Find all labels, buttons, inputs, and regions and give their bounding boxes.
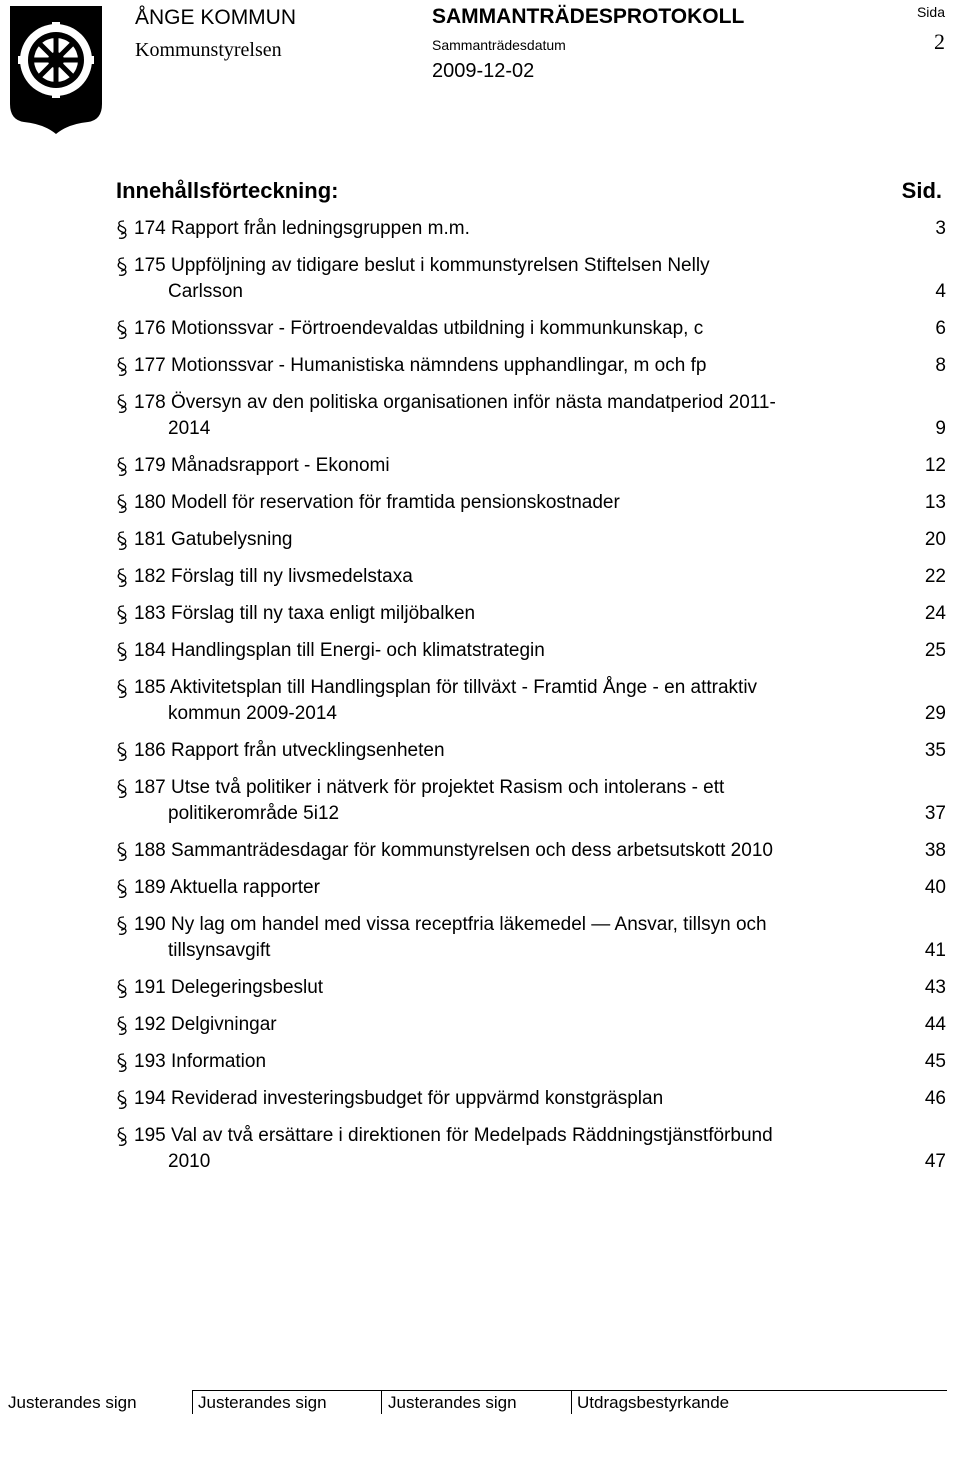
toc-entry-page: 46	[924, 1088, 946, 1109]
toc-heading: Innehållsförteckning:	[116, 178, 339, 203]
toc-entry-title: 179 Månadsrapport - Ekonomi	[134, 455, 390, 476]
page-number: 2	[934, 29, 945, 54]
footer-divider	[192, 1390, 947, 1391]
toc-entry-title: 193 Information	[134, 1051, 267, 1072]
section-sign-icon	[116, 394, 128, 413]
toc-entry	[116, 912, 946, 964]
toc-entry	[116, 738, 946, 764]
section-sign-icon	[116, 357, 128, 376]
toc-entry-title: 191 Delegeringsbeslut	[134, 977, 324, 998]
toc-entry-title: 177 Motionssvar - Humanistiska nämndens upphandlingar, m och fp	[134, 355, 707, 376]
footer-sign-3: Justerandes sign	[388, 1393, 517, 1412]
section-sign-icon	[116, 257, 128, 276]
section-sign-icon	[116, 531, 128, 550]
section-sign-icon	[116, 568, 128, 587]
section-sign-icon	[116, 642, 128, 661]
section-sign-icon	[116, 1127, 128, 1146]
section-sign-icon	[116, 779, 128, 798]
toc-page-column-heading: Sid.	[901, 178, 942, 203]
page-indicator	[917, 4, 945, 55]
toc-entry	[116, 316, 946, 342]
section-sign-icon	[116, 605, 128, 624]
section-sign-icon	[116, 1090, 128, 1109]
table-of-contents	[0, 216, 960, 1186]
toc-entry	[116, 775, 946, 827]
toc-entry-title: 192 Delgivningar	[134, 1014, 277, 1035]
toc-entry-title-continued: 2010	[168, 1151, 211, 1172]
toc-entry-page: 12	[924, 455, 946, 476]
toc-entry	[116, 453, 946, 479]
toc-entry	[116, 1049, 946, 1075]
toc-entry-page: 45	[924, 1051, 946, 1072]
toc-entry-title-continued: tillsynsavgift	[168, 940, 271, 961]
toc-entry	[116, 564, 946, 590]
section-sign-icon	[116, 1053, 128, 1072]
toc-entry-title: 176 Motionssvar - Förtroendevaldas utbildning i kommunkunskap, c	[134, 318, 704, 339]
toc-entry	[116, 838, 946, 864]
organization-block	[135, 6, 296, 62]
toc-entry-title: 184 Handlingsplan till Energi- och klimatstrategin	[134, 640, 545, 661]
section-sign-icon	[116, 1016, 128, 1035]
footer-separator	[381, 1390, 382, 1414]
toc-entry	[116, 1123, 946, 1175]
toc-entry	[116, 527, 946, 553]
toc-entry-title-continued: politikerområde 5i12	[168, 803, 340, 824]
toc-entry-title: 175 Uppföljning av tidigare beslut i kommunstyrelsen Stiftelsen Nelly	[134, 255, 710, 276]
section-sign-icon	[116, 457, 128, 476]
section-sign-icon	[116, 220, 128, 239]
toc-entry-page: 13	[924, 492, 946, 513]
toc-entry-page: 6	[935, 318, 946, 339]
toc-entry-page: 3	[935, 218, 946, 239]
toc-entry-title: 178 Översyn av den politiska organisationen inför nästa mandatperiod 2011-	[134, 392, 776, 413]
toc-entry	[116, 1012, 946, 1038]
toc-entry-page: 20	[924, 529, 946, 550]
toc-entry-page: 9	[935, 418, 946, 439]
section-sign-icon	[116, 916, 128, 935]
section-sign-icon	[116, 494, 128, 513]
toc-entry-title: 190 Ny lag om handel med vissa receptfria läkemedel — Ansvar, tillsyn och	[134, 914, 767, 935]
toc-entry	[116, 490, 946, 516]
toc-entry	[116, 253, 946, 305]
protocol-header	[432, 4, 744, 83]
toc-entry	[116, 390, 946, 442]
section-sign-icon	[116, 679, 128, 698]
toc-entry-title: 182 Förslag till ny livsmedelstaxa	[134, 566, 413, 587]
toc-entry-page: 41	[924, 940, 946, 961]
municipal-crest-logo	[8, 4, 104, 136]
page-label: Sida	[916, 4, 945, 20]
toc-entry-page: 22	[924, 566, 946, 587]
toc-entry-title-continued: kommun 2009-2014	[168, 703, 337, 724]
meeting-date: 2009-12-02	[432, 60, 535, 82]
toc-entry-title: 195 Val av två ersättare i direktionen för Medelpads Räddningstjänstförbund	[134, 1125, 773, 1146]
meeting-date-label: Sammanträdesdatum	[432, 37, 566, 53]
toc-entry	[116, 353, 946, 379]
toc-entry-page: 8	[935, 355, 946, 376]
toc-entry-title: 187 Utse två politiker i nätverk för projektet Rasism och intolerans - ett	[134, 777, 725, 798]
footer-certification: Utdragsbestyrkande	[577, 1393, 730, 1412]
toc-entry-title: 180 Modell för reservation för framtida pensionskostnader	[134, 492, 620, 513]
section-sign-icon	[116, 879, 128, 898]
toc-entry	[116, 1086, 946, 1112]
toc-entry-title: 186 Rapport från utvecklingsenheten	[134, 740, 445, 761]
footer-separator	[571, 1390, 572, 1414]
toc-entry-page: 37	[924, 803, 946, 824]
toc-entry-page: 43	[924, 977, 946, 998]
toc-entry-title: 189 Aktuella rapporter	[134, 877, 320, 898]
document-title: SAMMANTRÄDESPROTOKOLL	[432, 5, 745, 28]
toc-entry-page: 40	[924, 877, 946, 898]
toc-entry-page: 35	[924, 740, 946, 761]
toc-entry-page: 47	[924, 1151, 946, 1172]
toc-entry-page: 25	[924, 640, 946, 661]
section-sign-icon	[116, 320, 128, 339]
toc-entry-title: 174 Rapport från ledningsgruppen m.m.	[134, 218, 470, 239]
toc-entry-title: 181 Gatubelysning	[134, 529, 293, 550]
toc-entry	[116, 675, 946, 727]
toc-entry-page: 29	[924, 703, 946, 724]
footer-sign-1: Justerandes sign	[8, 1393, 137, 1412]
toc-entry-page: 44	[924, 1014, 946, 1035]
toc-entry	[116, 875, 946, 901]
section-sign-icon	[116, 979, 128, 998]
toc-entry-title-continued: Carlsson	[168, 281, 243, 302]
toc-entry	[116, 638, 946, 664]
toc-entry-title: 185 Aktivitetsplan till Handlingsplan för tillväxt - Framtid Ånge - en attraktiv	[134, 677, 758, 698]
section-sign-icon	[116, 742, 128, 761]
footer-separator	[192, 1390, 193, 1414]
toc-entry-title: 188 Sammanträdesdagar för kommunstyrelsen och dess arbetsutskott 2010	[134, 840, 773, 861]
footer-sign-2: Justerandes sign	[198, 1393, 327, 1412]
board-name: Kommunstyrelsen	[135, 39, 282, 61]
toc-entry-page: 38	[924, 840, 946, 861]
toc-entry-title: 194 Reviderad investeringsbudget för uppvärmd konstgräsplan	[134, 1088, 664, 1109]
municipality-name: ÅNGE KOMMUN	[135, 6, 297, 29]
toc-entry	[116, 975, 946, 1001]
toc-entry	[116, 601, 946, 627]
toc-entry-page: 24	[924, 603, 946, 624]
section-sign-icon	[116, 842, 128, 861]
toc-entry-page: 4	[935, 281, 946, 302]
toc-entry-title-continued: 2014	[168, 418, 211, 439]
toc-entry	[116, 216, 946, 242]
toc-entry-title: 183 Förslag till ny taxa enligt miljöbalken	[134, 603, 476, 624]
